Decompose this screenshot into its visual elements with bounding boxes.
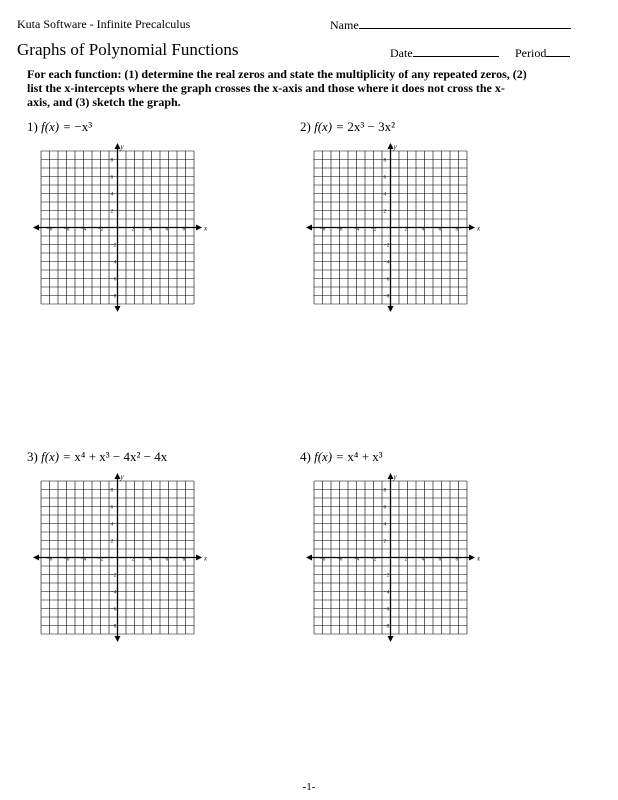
y-axis-down-arrow-icon <box>115 636 121 642</box>
y-tick-label: 2 <box>383 538 387 545</box>
function-prefix: f(x) = <box>314 449 348 464</box>
y-tick-label: −8 <box>110 293 117 300</box>
y-tick-label: −4 <box>383 589 390 596</box>
instructions: For each function: (1) determine the real zeros and state the multiplicity of any repeated zeros, (2) list the x-intercepts where the graph crosses the x-axis and those where it does not cross the x-axis, and (3) sketch the graph. <box>27 67 527 109</box>
x-tick-label: 4 <box>421 556 425 563</box>
date-blank[interactable] <box>413 45 499 57</box>
name-field[interactable] <box>330 17 571 33</box>
graph-grid-2[interactable] <box>306 143 481 313</box>
date-label: Date <box>390 46 413 60</box>
function-expression: −x³ <box>74 119 93 134</box>
y-tick-label: 2 <box>383 208 387 215</box>
name-blank[interactable] <box>359 17 571 29</box>
problem-2 <box>300 119 395 135</box>
x-axis-left-arrow-icon <box>306 225 312 231</box>
x-tick-label: −4 <box>353 556 360 563</box>
y-tick-label: −6 <box>110 276 117 283</box>
x-tick-label: −4 <box>353 226 360 233</box>
problem-number: 3) <box>27 449 38 464</box>
date-field[interactable] <box>390 45 499 61</box>
function-expression: x⁴ + x³ − 4x² − 4x <box>74 449 168 464</box>
x-tick-label: 4 <box>148 226 152 233</box>
x-axis-left-arrow-icon <box>33 555 39 561</box>
x-tick-label: −2 <box>370 556 377 563</box>
y-tick-label: 8 <box>383 487 387 494</box>
x-axis-label: x <box>204 554 208 563</box>
name-label: Name <box>330 18 359 32</box>
x-tick-label: −6 <box>336 226 343 233</box>
period-field[interactable] <box>515 45 570 61</box>
y-tick-label: −2 <box>383 242 390 249</box>
y-axis-label: y <box>120 473 124 481</box>
problem-number: 4) <box>300 449 311 464</box>
function-expression: 2x³ − 3x² <box>347 119 396 134</box>
y-axis-down-arrow-icon <box>388 306 394 312</box>
y-axis-label: y <box>393 473 397 481</box>
y-tick-label: 6 <box>383 174 387 181</box>
x-tick-label: −6 <box>63 556 70 563</box>
x-tick-label: 6 <box>165 556 169 563</box>
x-tick-label: 8 <box>182 226 186 233</box>
x-tick-label: −6 <box>336 556 343 563</box>
page-title: Graphs of Polynomial Functions <box>17 40 239 59</box>
y-tick-label: 4 <box>110 191 114 198</box>
y-tick-label: −2 <box>110 242 117 249</box>
y-tick-label: −6 <box>110 606 117 613</box>
y-tick-label: 8 <box>110 487 114 494</box>
y-axis-down-arrow-icon <box>115 306 121 312</box>
y-tick-label: 6 <box>110 504 114 511</box>
x-axis-label: x <box>477 224 481 233</box>
y-tick-label: −6 <box>383 276 390 283</box>
x-tick-label: −6 <box>63 226 70 233</box>
y-tick-label: 8 <box>383 157 387 164</box>
x-axis-right-arrow-icon <box>196 555 202 561</box>
x-tick-label: −4 <box>80 226 87 233</box>
x-tick-label: −8 <box>319 556 326 563</box>
x-axis-label: x <box>204 224 208 233</box>
x-tick-label: 2 <box>131 556 135 563</box>
y-tick-label: 4 <box>383 521 387 528</box>
y-tick-label: 6 <box>110 174 114 181</box>
period-label: Period <box>515 46 547 60</box>
period-blank[interactable] <box>546 45 570 57</box>
y-tick-label: 6 <box>383 504 387 511</box>
x-tick-label: −2 <box>97 226 104 233</box>
x-axis-label: x <box>477 554 481 563</box>
y-axis-label: y <box>393 143 397 151</box>
x-axis-left-arrow-icon <box>33 225 39 231</box>
graph-grid-4[interactable] <box>306 473 481 643</box>
x-tick-label: −8 <box>46 556 53 563</box>
graph-grid-1[interactable] <box>33 143 208 313</box>
x-tick-label: 4 <box>148 556 152 563</box>
problem-3 <box>27 449 167 465</box>
x-tick-label: 6 <box>438 556 442 563</box>
function-prefix: f(x) = <box>41 119 75 134</box>
x-axis-left-arrow-icon <box>306 555 312 561</box>
y-axis-label: y <box>120 143 124 151</box>
x-axis-right-arrow-icon <box>469 555 475 561</box>
x-tick-label: 8 <box>182 556 186 563</box>
function-prefix: f(x) = <box>314 119 348 134</box>
x-tick-label: 2 <box>404 226 408 233</box>
y-tick-label: 8 <box>110 157 114 164</box>
x-tick-label: −4 <box>80 556 87 563</box>
page-number: -1- <box>302 781 316 793</box>
y-tick-label: 2 <box>110 538 114 545</box>
y-tick-label: −8 <box>383 293 390 300</box>
y-tick-label: −6 <box>383 606 390 613</box>
software-label: Kuta Software - Infinite Precalculus <box>17 17 191 31</box>
x-tick-label: 2 <box>404 556 408 563</box>
x-tick-label: 8 <box>455 556 459 563</box>
y-tick-label: 4 <box>383 191 387 198</box>
x-tick-label: 8 <box>455 226 459 233</box>
x-tick-label: −2 <box>370 226 377 233</box>
x-tick-label: 6 <box>438 226 442 233</box>
problem-1 <box>27 119 92 135</box>
x-axis-right-arrow-icon <box>196 225 202 231</box>
y-tick-label: 2 <box>110 208 114 215</box>
y-axis-down-arrow-icon <box>388 636 394 642</box>
x-tick-label: −8 <box>46 226 53 233</box>
y-tick-label: −2 <box>383 572 390 579</box>
y-tick-label: −4 <box>110 259 117 266</box>
x-tick-label: −8 <box>319 226 326 233</box>
y-tick-label: −8 <box>110 623 117 630</box>
y-tick-label: −2 <box>110 572 117 579</box>
problem-number: 2) <box>300 119 311 134</box>
function-prefix: f(x) = <box>41 449 75 464</box>
x-axis-right-arrow-icon <box>469 225 475 231</box>
x-tick-label: −2 <box>97 556 104 563</box>
function-expression: x⁴ + x³ <box>347 449 383 464</box>
y-tick-label: 4 <box>110 521 114 528</box>
y-tick-label: −4 <box>383 259 390 266</box>
x-tick-label: 2 <box>131 226 135 233</box>
y-tick-label: −4 <box>110 589 117 596</box>
problem-number: 1) <box>27 119 38 134</box>
x-tick-label: 4 <box>421 226 425 233</box>
y-tick-label: −8 <box>383 623 390 630</box>
problem-4 <box>300 449 383 465</box>
graph-grid-3[interactable] <box>33 473 208 643</box>
x-tick-label: 6 <box>165 226 169 233</box>
